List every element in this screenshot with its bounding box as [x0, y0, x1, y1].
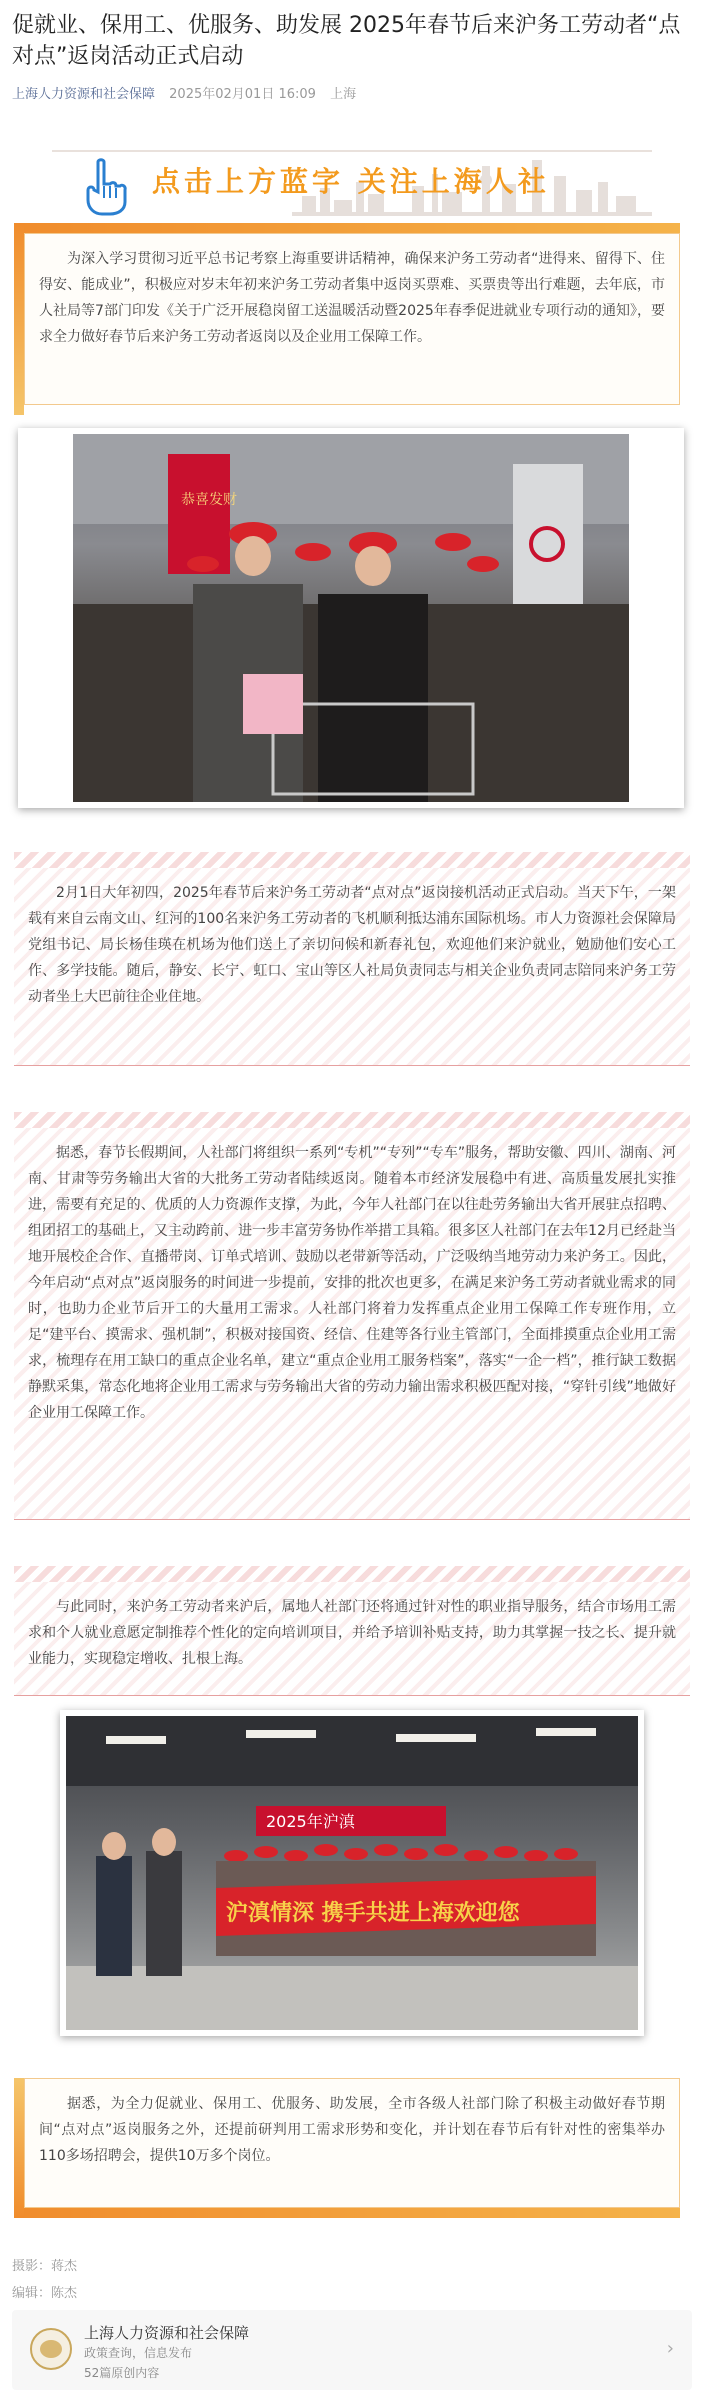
group-banner-top-text: 2025年沪滇	[266, 1812, 355, 1831]
photo-airport-arrival[interactable]	[18, 428, 684, 808]
banner-divider	[52, 150, 652, 152]
article-meta	[12, 83, 356, 102]
closing-callout	[14, 2078, 680, 2218]
services-paragraph: 据悉，春节长假期间，人社部门将组织一系列“专机”“专列”“专车”服务，帮助安徽、四川、湖南、河南、甘肃等劳务输出大省的大批务工劳动者陆续返岗。随着本市经济发展稳中有进、高质量发展扎实推进，需要有充足的、优质的人力资源作支撑，为此，今年人社部门在以往赴劳务输出大省开展驻点招聘、组团招工的基础上，又主动跨前、进一步丰富劳务协作举措工具箱。很多区人社部门在去年12月已经赴当地开展校企合作、直播带岗、订单式培训、鼓励以老带新等活动，广泛吸纳当地劳动力来沪务工。因此，今年启动“点对点”返岗服务的时间进一步提前，安排的批次也更多，在满足来沪务工劳动者就业需求的同时，也助力企业节后开工的大量用工需求。人社部门将着力发挥重点企业用工保障工作专班作用，立足“建平台、摸需求、强机制”，积极对接国资、经信、住建等各行业主管部门，全面排摸重点企业用工需求，梳理存在用工缺口的重点企业名单，建立“重点企业用工服务档案”，落实“一企一档”，推行缺工数据静默采集，常态化地将企业用工需求与劳务输出大省的劳动力输出需求积极匹配对接，“穿针引线”地做好企业用工保障工作。	[28, 1145, 676, 1421]
intro-callout	[14, 223, 680, 415]
group-photo-illustration	[66, 1716, 638, 2030]
follow-slogan: 点击上方蓝字 关注上海人社	[152, 165, 550, 198]
group-photo	[66, 1716, 638, 2030]
chevron-right-icon: ›	[666, 2338, 674, 2359]
callout-left-bar	[14, 2078, 24, 2218]
callout-body	[24, 233, 680, 405]
article-title: 促就业、保用工、优服务、助发展 2025年春节后来沪务工劳动者“点对点”返岗活动正式启动	[12, 13, 681, 69]
section-launch	[14, 852, 690, 1066]
account-logo-icon	[30, 2328, 72, 2370]
account-description: 政策查询，信息发布	[84, 2346, 193, 2360]
publish-location: 上海	[330, 87, 357, 102]
arrival-photo-illustration	[73, 434, 629, 802]
launch-paragraph: 2月1日大年初四，2025年春节后来沪务工劳动者“点对点”返岗接机活动正式启动。当天下午，一架载有来自云南文山、红河的100名来沪务工劳动者的飞机顺利抵达浦东国际机场。市人力资源社会保障局党组书记、局长杨佳瑛在机场为他们送上了亲切问候和新春礼包，欢迎他们来沪就业，勉励他们安心工作、多学技能。随后，静安、长宁、虹口、宝山等区人社局负责同志与相关企业负责同志陪同来沪务工劳动者坐上大巴前往企业住地。	[28, 885, 676, 1005]
intro-paragraph: 为深入学习贯彻习近平总书记考察上海重要讲话精神，确保来沪务工劳动者“进得来、留得下、住得安、能成业”，积极应对岁末年初来沪务工劳动者集中返岗买票难、买票贵等出行难题，去年底，市人社局等7部门印发《关于广泛开展稳岗留工送温暖活动暨2025年春季促进就业专项行动的通知》，要求全力做好春节后来沪务工劳动者返岗以及企业用工保障工作。	[39, 251, 665, 345]
section-training	[14, 1566, 690, 1696]
training-paragraph: 与此同时，来沪务工劳动者来沪后，属地人社部门还将通过针对性的职业指导服务，结合市场用工需求和个人就业意愿定制推荐个性化的定向培训项目，并给予培训补贴支持，助力其掌握一技之长、提升就业能力，实现稳定增收、扎根上海。	[28, 1599, 676, 1667]
callout-top-bar	[14, 223, 680, 233]
account-name: 上海人力资源和社会保障	[84, 2324, 250, 2342]
arrival-photo	[73, 434, 629, 802]
photo-group-welcome[interactable]	[60, 1710, 644, 2036]
closing-paragraph: 据悉，为全力促就业、保用工、优服务、助发展，全市各级人社部门除了积极主动做好春节期间“点对点”返岗服务之外，还提前研判用工需求形势和变化，并计划在春节后有针对性的密集举办110多场招聘会，提供10万多个岗位。	[39, 2096, 665, 2164]
account-article-count: 52篇原创内容	[84, 2366, 160, 2380]
section-stripe	[14, 852, 690, 868]
publish-date: 2025年02月01日 16:09	[169, 87, 316, 102]
photo1-sign-text: 恭喜发财	[181, 492, 237, 508]
account-link[interactable]: 上海人力资源和社会保障	[12, 87, 156, 102]
callout-body	[24, 2078, 680, 2208]
pointing-hand-icon	[82, 158, 128, 216]
group-banner-text: 沪滇情深 携手共进上海欢迎您	[226, 1901, 520, 1926]
account-card[interactable]	[12, 2310, 692, 2390]
callout-bottom-bar	[14, 2208, 680, 2218]
callout-left-bar	[14, 223, 24, 415]
section-stripe	[14, 1112, 690, 1128]
section-stripe	[14, 1566, 690, 1582]
photographer-credit: 摄影：蒋杰	[12, 2259, 78, 2274]
section-services	[14, 1112, 690, 1520]
follow-banner[interactable]	[52, 150, 652, 218]
editor-credit: 编辑：陈杰	[12, 2286, 78, 2301]
